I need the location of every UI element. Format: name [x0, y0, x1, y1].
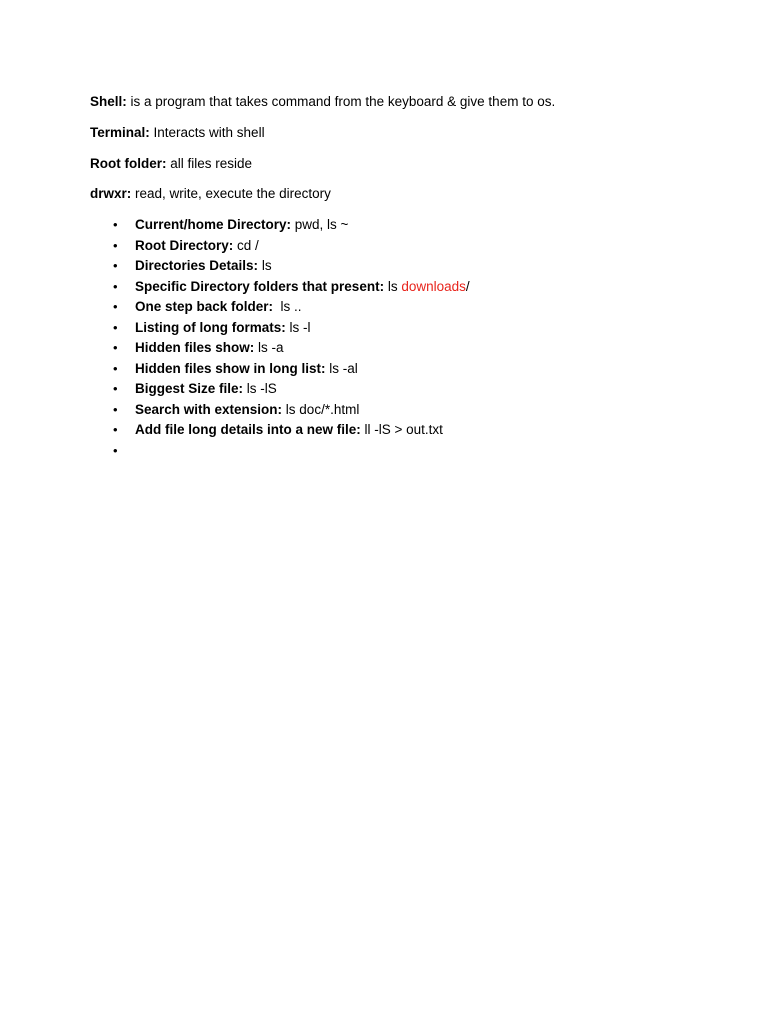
definition-terminal — [90, 124, 265, 142]
definition-term: Terminal: — [90, 125, 150, 140]
command-text: cd / — [233, 237, 259, 253]
list-item-root-directory — [90, 236, 470, 257]
definition-drwxr — [90, 185, 331, 203]
command-term: Listing of long formats: — [135, 319, 286, 335]
command-text: ls — [258, 258, 272, 273]
bullet-icon: • — [113, 299, 118, 314]
definition-root-folder — [90, 155, 252, 173]
definition-text: all files reside — [166, 156, 253, 171]
command-text: ls -lS — [243, 381, 277, 396]
definition-text: read, write, execute the directory — [131, 186, 331, 201]
command-text: ls -al — [325, 360, 358, 376]
definition-term: Shell: — [90, 94, 127, 109]
list-item-long-formats — [90, 318, 470, 339]
definition-term: Root folder: — [90, 156, 167, 171]
list-item-empty — [90, 441, 470, 462]
command-text: ls .. — [273, 299, 302, 314]
command-term: Biggest Size file: — [135, 381, 244, 396]
list-item-directories-details — [90, 256, 470, 277]
list-item-specific-directory — [90, 277, 470, 298]
definition-shell — [90, 93, 555, 111]
command-term: Hidden files show: — [135, 340, 255, 355]
command-term: Specific Directory folders that present: — [135, 278, 385, 294]
list-item-hidden-files-long — [90, 359, 470, 380]
list-item-search-extension — [90, 400, 470, 421]
command-text: ls -a — [254, 340, 284, 355]
list-item-hidden-files — [90, 338, 470, 359]
bullet-icon: • — [113, 360, 118, 376]
definition-text: is a program that takes command from the keyboard & give them to os. — [126, 94, 556, 109]
command-text: ls -l — [285, 319, 311, 335]
bullet-icon: • — [113, 217, 118, 232]
definition-text: Interacts with shell — [149, 125, 265, 140]
bullet-icon: • — [113, 442, 118, 458]
bullet-icon: • — [113, 258, 118, 273]
list-item-add-file-details — [90, 420, 470, 441]
bullet-icon: • — [113, 340, 118, 355]
definition-term: drwxr: — [90, 186, 132, 201]
command-text-suffix: / — [465, 278, 470, 294]
command-term: Directories Details: — [135, 258, 259, 273]
list-item-one-step-back — [90, 297, 470, 318]
command-term: One step back folder: — [135, 299, 274, 314]
command-term: Root Directory: — [135, 237, 234, 253]
list-item-current-home-directory — [90, 215, 470, 236]
highlighted-word: downloads — [401, 278, 466, 294]
command-term: Current/home Directory: — [135, 217, 292, 232]
command-text: ll -lS > out.txt — [360, 422, 443, 437]
command-term: Hidden files show in long list: — [135, 360, 326, 376]
bullet-icon: • — [113, 401, 118, 417]
bullet-icon: • — [113, 381, 118, 396]
command-term: Search with extension: — [135, 401, 283, 417]
command-list — [90, 215, 470, 461]
bullet-icon: • — [113, 319, 118, 335]
bullet-icon: • — [113, 237, 118, 253]
command-text: pwd, ls ~ — [291, 217, 349, 232]
command-term: Add file long details into a new file: — [135, 422, 361, 437]
command-text: ls doc/*.html — [282, 401, 360, 417]
list-item-biggest-size — [90, 379, 470, 400]
bullet-icon: • — [113, 278, 118, 294]
bullet-icon: • — [113, 422, 118, 437]
command-text: ls — [384, 278, 402, 294]
